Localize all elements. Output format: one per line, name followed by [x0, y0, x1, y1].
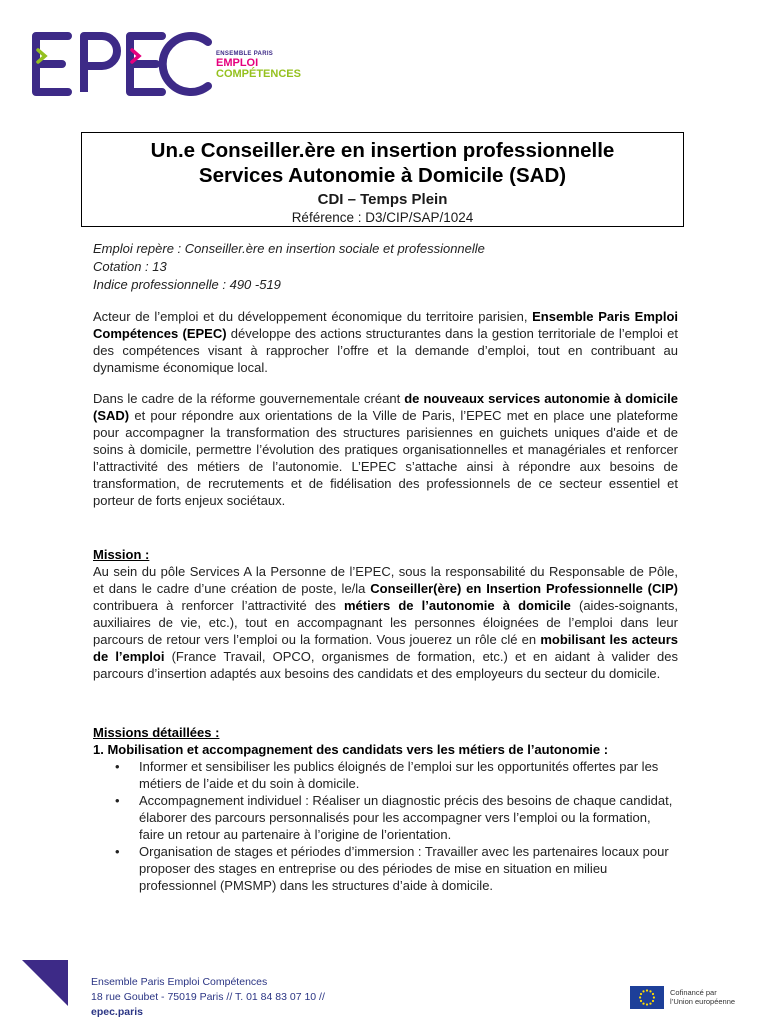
eu-line-1: Cofinancé par [670, 988, 717, 997]
eu-line-2: l’Union européenne [670, 997, 736, 1006]
logo-tagline-small: ENSEMBLE PARIS [216, 51, 274, 57]
mission-text-1: Au sein du pôle Services A la Personne de l’EPEC, sous la responsabilité du Responsable de Pôle, et dans le cadre d’une création de poste, le/la [93, 564, 678, 596]
logo-tagline-competences: COMPÉTENCES [216, 68, 301, 80]
mission-bold-1: Conseiller(ère) en Insertion Professionnelle (CIP) [370, 581, 678, 596]
job-reference: Référence : D3/CIP/SAP/1024 [291, 210, 474, 225]
mission-heading: Mission : [93, 547, 150, 562]
emploi-repere: Emploi repère : Conseiller.ère en insertion sociale et professionnelle [93, 241, 485, 256]
mission-text-2: contribuera à renforcer l’attractivité des [93, 598, 344, 613]
job-title-box [81, 132, 684, 227]
detailed-missions-list [93, 758, 678, 894]
job-subtitle: Services Autonomie à Domicile (SAD) [198, 164, 567, 187]
detailed-missions-section [93, 724, 678, 894]
list-item: • Accompagnement individuel : Réaliser un diagnostic précis des besoins de chaque candidat, élaborer des parcours personnalisés pour les accompagner vers l’emploi ou la formation, faire un retour au partenaire à l’origine de l’orientation. [139, 792, 678, 843]
eu-cofunding [630, 985, 748, 1011]
list-item: • Organisation de stages et périodes d’immersion : Travailler avec les partenaires locaux pour proposer des stages en entreprise ou des périodes de mise en situation en milieu professionnel (PMSMP) dans les structures d’aide à domicile. [139, 843, 678, 894]
epec-wordmark [32, 28, 212, 100]
intro-p2-text-b: et pour répondre aux orientations de la Ville de Paris, l’EPEC met en place une plateforme pour accompagner la transformation des structures parisiennes en guichets uniques d'aide et de soins à domicile, permettre l’évolution des pratiques organisationnelles et managériales et renforcer l’attractivité des métiers de l’autonomie. L’EPEC s’attache ainsi à répondre aux besoins de transformation, de recrutements et de fidélisation des professionnels de ce secteur essentiel et porteur de forts enjeux sociétaux. [93, 408, 678, 508]
epec-logo [32, 28, 312, 100]
footer-website-link[interactable]: epec.paris [91, 1006, 143, 1018]
footer-contact [91, 975, 325, 1020]
intro-p2-bold: de nouveaux services autonomie à domicile (SAD) [93, 391, 679, 423]
intro-paragraph-2 [93, 390, 678, 509]
contract-type: CDI – Temps Plein [317, 191, 448, 208]
mission-bold-2: métiers de l’autonomie à domicile [343, 598, 571, 613]
eu-flag-icon [630, 986, 664, 1009]
intro-p2-text-a: Dans le cadre de la réforme gouvernementale créant [93, 391, 405, 406]
mission-paragraph [93, 563, 678, 682]
intro-p1-text-a: Acteur de l’emploi et du développement économique du territoire parisien, [93, 309, 533, 324]
detailed-missions-subheading: 1. Mobilisation et accompagnement des candidats vers les métiers de l’autonomie : [93, 742, 609, 757]
eu-stars-icon [630, 986, 664, 1009]
logo-tagline [216, 51, 301, 80]
mission-bold-3: mobilisant les acteurs de l’emploi [93, 632, 678, 664]
job-meta [93, 240, 485, 294]
indice-professionnel: Indice professionnelle : 490 -519 [93, 277, 281, 292]
cotation: Cotation : 13 [93, 259, 167, 274]
footer-org-name: Ensemble Paris Emploi Compétences [91, 976, 268, 988]
intro-p1-text-b: développe des actions structurantes dans la gestion territoriale de l’emploi et des compétences visant à rapprocher l’offre et la demande d’emploi, tout en contribuant au dynamisme économique local. [93, 326, 678, 375]
footer-address: 18 rue Goubet - 75019 Paris // T. 01 84 83 07 10 // [91, 991, 325, 1003]
footer-triangle-icon [22, 960, 68, 1006]
logo-tagline-emploi: EMPLOI [216, 57, 259, 69]
mission-text-4: (France Travail, OPCO, organismes de formation, etc.) et en aidant à valider des parcours d’insertion adaptés aux besoins des candidats et des employeurs du secteur du domicile. [93, 649, 678, 681]
list-item: • Informer et sensibiliser les publics éloignés de l’emploi sur les opportunités offertes par les métiers de l’aide et du soin à domicile. [139, 758, 678, 792]
intro-p1-bold: Ensemble Paris Emploi Compétences (EPEC) [93, 309, 678, 341]
intro-paragraph-1 [93, 308, 678, 376]
mission-text-3: (aides-soignants, auxiliaires de vie, etc.), tout en accompagnant les personnes éloignées de l’emploi dans leur parcours de retour vers l’emploi ou la formation. Vous jouerez un rôle clé en [93, 598, 678, 647]
eu-cofunding-text [670, 988, 735, 1006]
job-title: Un.e Conseiller.ère en insertion professionnelle [150, 139, 615, 162]
mission-section [93, 546, 678, 682]
footer-address-line [91, 990, 325, 1020]
detailed-missions-heading: Missions détaillées : [93, 725, 220, 740]
